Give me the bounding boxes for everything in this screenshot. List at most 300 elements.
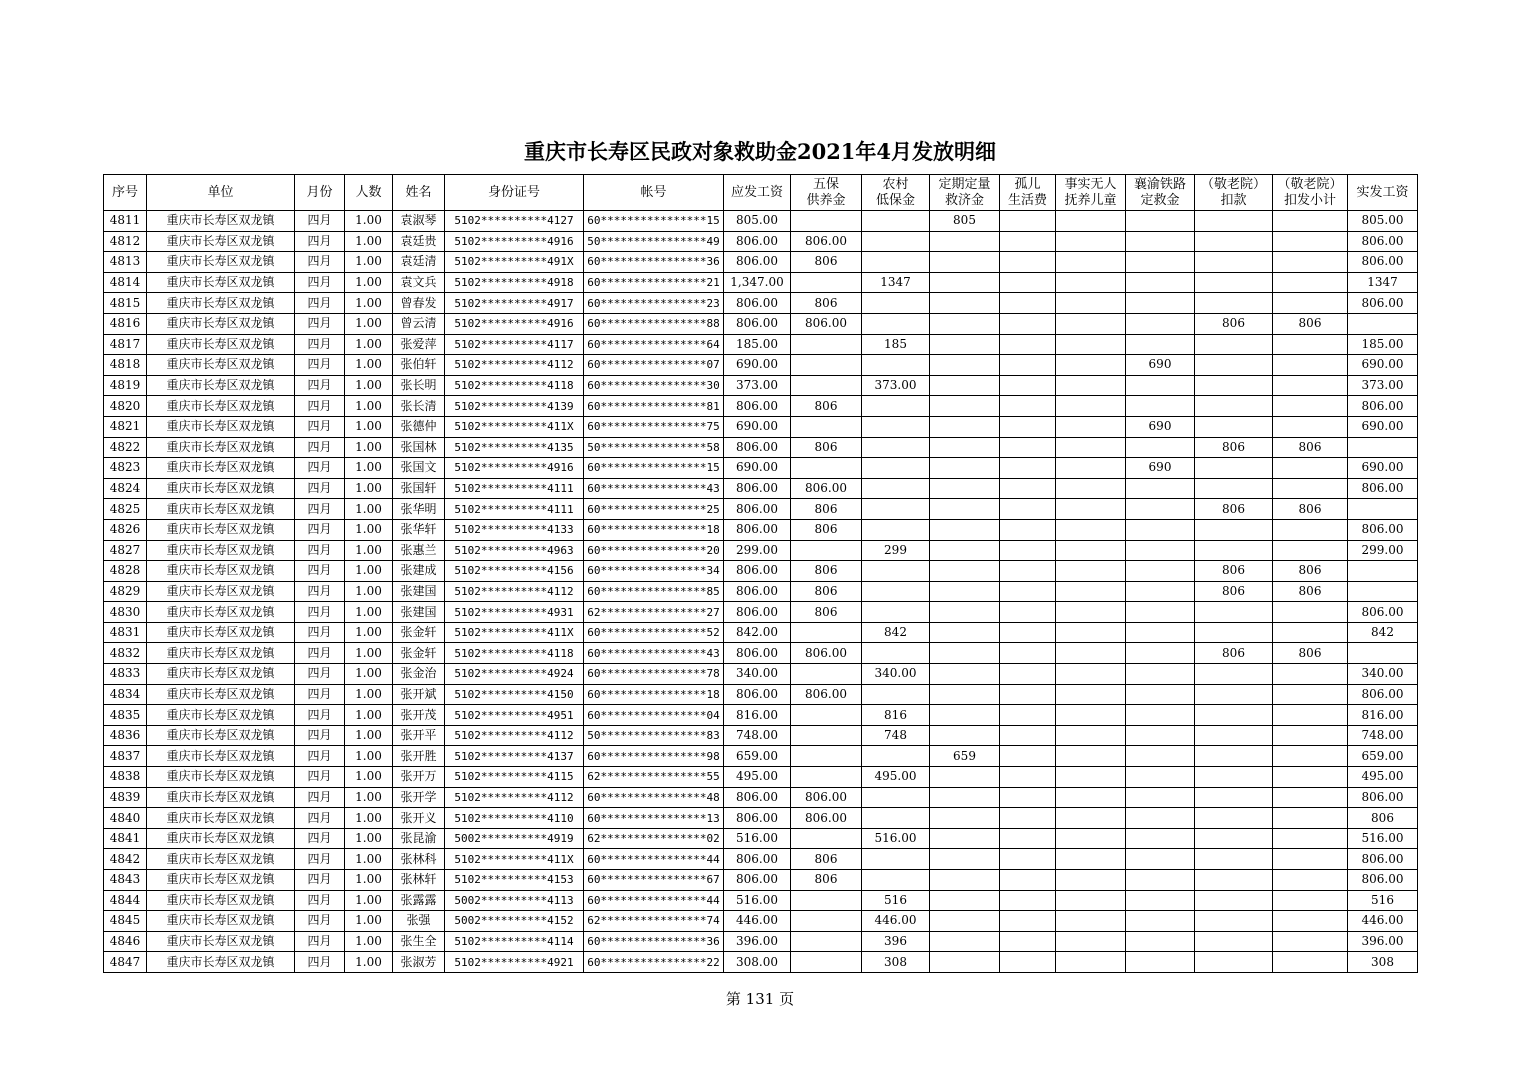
cell-count: 1.00 (345, 849, 393, 870)
cell-dingqi (930, 725, 1000, 746)
cell-unattended-child (1056, 334, 1126, 355)
table-row (104, 787, 1418, 808)
cell-wubao: 806 (791, 519, 862, 540)
cell-id-number: 5102**********4139 (445, 396, 584, 417)
cell-nursing-subtotal: 806 (1273, 437, 1348, 458)
cell-net-pay: 690.00 (1348, 416, 1418, 437)
cell-serial: 4837 (104, 746, 147, 767)
cell-unit: 重庆市长寿区双龙镇 (147, 849, 295, 870)
table-row (104, 725, 1418, 746)
cell-wubao: 806 (791, 581, 862, 602)
cell-count: 1.00 (345, 602, 393, 623)
cell-payable: 1,347.00 (724, 272, 791, 293)
cell-payable: 690.00 (724, 416, 791, 437)
cell-unit: 重庆市长寿区双龙镇 (147, 355, 295, 376)
cell-dingqi (930, 787, 1000, 808)
page-number: 第 131 页 (725, 990, 795, 1008)
cell-payable: 690.00 (724, 355, 791, 376)
header-dingqi: 定期定量 救济金 (930, 175, 1000, 211)
cell-net-pay (1348, 561, 1418, 582)
cell-dingqi (930, 828, 1000, 849)
cell-wubao (791, 272, 862, 293)
cell-account: 62****************02 (584, 828, 724, 849)
cell-unattended-child (1056, 890, 1126, 911)
cell-id-number: 5002**********4113 (445, 890, 584, 911)
cell-dibao (862, 561, 930, 582)
cell-payable: 185.00 (724, 334, 791, 355)
cell-orphan (1000, 313, 1056, 334)
table-row (104, 705, 1418, 726)
payment-table (103, 174, 1418, 973)
cell-nursing-subtotal (1273, 416, 1348, 437)
cell-id-number: 5102**********4115 (445, 767, 584, 788)
cell-nursing-deduct (1195, 272, 1273, 293)
cell-xiangyu (1126, 849, 1195, 870)
cell-serial: 4812 (104, 231, 147, 252)
cell-id-number: 5102**********4918 (445, 272, 584, 293)
cell-wubao (791, 952, 862, 973)
cell-net-pay: 806.00 (1348, 849, 1418, 870)
cell-name: 张金轩 (393, 643, 445, 664)
cell-unit: 重庆市长寿区双龙镇 (147, 499, 295, 520)
cell-count: 1.00 (345, 561, 393, 582)
cell-orphan (1000, 931, 1056, 952)
cell-unit: 重庆市长寿区双龙镇 (147, 396, 295, 417)
cell-unattended-child (1056, 519, 1126, 540)
cell-unit: 重庆市长寿区双龙镇 (147, 416, 295, 437)
table-row (104, 313, 1418, 334)
cell-serial: 4816 (104, 313, 147, 334)
cell-unattended-child (1056, 725, 1126, 746)
cell-net-pay: 806.00 (1348, 787, 1418, 808)
cell-net-pay: 806.00 (1348, 478, 1418, 499)
cell-unattended-child (1056, 849, 1126, 870)
cell-orphan (1000, 437, 1056, 458)
cell-unattended-child (1056, 211, 1126, 232)
cell-payable: 806.00 (724, 561, 791, 582)
cell-nursing-deduct (1195, 375, 1273, 396)
cell-month: 四月 (295, 458, 345, 479)
cell-net-pay: 690.00 (1348, 458, 1418, 479)
cell-nursing-deduct (1195, 911, 1273, 932)
table-row (104, 499, 1418, 520)
cell-name: 张强 (393, 911, 445, 932)
cell-nursing-subtotal (1273, 519, 1348, 540)
cell-nursing-deduct (1195, 540, 1273, 561)
cell-count: 1.00 (345, 272, 393, 293)
cell-orphan (1000, 211, 1056, 232)
cell-nursing-subtotal (1273, 355, 1348, 376)
cell-nursing-deduct (1195, 519, 1273, 540)
table-row (104, 890, 1418, 911)
cell-account: 60****************22 (584, 952, 724, 973)
cell-orphan (1000, 416, 1056, 437)
cell-orphan (1000, 911, 1056, 932)
table-row (104, 211, 1418, 232)
cell-nursing-deduct (1195, 478, 1273, 499)
cell-dibao: 748 (862, 725, 930, 746)
table-row (104, 767, 1418, 788)
cell-nursing-subtotal (1273, 746, 1348, 767)
cell-dibao: 516 (862, 890, 930, 911)
table-row (104, 519, 1418, 540)
cell-xiangyu (1126, 911, 1195, 932)
cell-dibao: 340.00 (862, 664, 930, 685)
cell-name: 张开义 (393, 808, 445, 829)
cell-xiangyu (1126, 602, 1195, 623)
cell-nursing-subtotal (1273, 705, 1348, 726)
cell-unattended-child (1056, 313, 1126, 334)
cell-payable: 806.00 (724, 231, 791, 252)
table-row (104, 375, 1418, 396)
cell-wubao (791, 355, 862, 376)
cell-payable: 806.00 (724, 581, 791, 602)
cell-dibao: 816 (862, 705, 930, 726)
cell-wubao (791, 890, 862, 911)
cell-nursing-subtotal (1273, 252, 1348, 273)
cell-xiangyu (1126, 252, 1195, 273)
cell-month: 四月 (295, 705, 345, 726)
cell-wubao: 806.00 (791, 643, 862, 664)
cell-nursing-subtotal (1273, 664, 1348, 685)
cell-count: 1.00 (345, 231, 393, 252)
cell-id-number: 5102**********4924 (445, 664, 584, 685)
cell-account: 60****************78 (584, 664, 724, 685)
cell-serial: 4815 (104, 293, 147, 314)
cell-name: 张生全 (393, 931, 445, 952)
cell-serial: 4847 (104, 952, 147, 973)
cell-nursing-subtotal (1273, 828, 1348, 849)
cell-id-number: 5102**********4111 (445, 499, 584, 520)
cell-orphan (1000, 622, 1056, 643)
cell-xiangyu (1126, 684, 1195, 705)
header-orphan: 孤儿 生活费 (1000, 175, 1056, 211)
cell-account: 60****************18 (584, 519, 724, 540)
cell-month: 四月 (295, 725, 345, 746)
cell-month: 四月 (295, 664, 345, 685)
cell-count: 1.00 (345, 313, 393, 334)
cell-name: 张开平 (393, 725, 445, 746)
cell-nursing-deduct: 806 (1195, 643, 1273, 664)
cell-count: 1.00 (345, 478, 393, 499)
cell-xiangyu (1126, 293, 1195, 314)
cell-dingqi (930, 499, 1000, 520)
cell-nursing-subtotal (1273, 849, 1348, 870)
cell-name: 张淑芳 (393, 952, 445, 973)
cell-wubao: 806 (791, 870, 862, 891)
cell-account: 60****************75 (584, 416, 724, 437)
cell-orphan (1000, 767, 1056, 788)
cell-serial: 4824 (104, 478, 147, 499)
cell-net-pay: 659.00 (1348, 746, 1418, 767)
header-count: 人数 (345, 175, 393, 211)
cell-nursing-deduct (1195, 849, 1273, 870)
cell-nursing-subtotal (1273, 458, 1348, 479)
cell-unattended-child (1056, 705, 1126, 726)
cell-xiangyu: 690 (1126, 458, 1195, 479)
cell-orphan (1000, 746, 1056, 767)
cell-net-pay: 805.00 (1348, 211, 1418, 232)
cell-name: 张林轩 (393, 870, 445, 891)
cell-net-pay: 806.00 (1348, 519, 1418, 540)
cell-xiangyu (1126, 581, 1195, 602)
cell-unattended-child (1056, 272, 1126, 293)
cell-dibao (862, 581, 930, 602)
cell-payable: 805.00 (724, 211, 791, 232)
cell-name: 张开万 (393, 767, 445, 788)
cell-dibao (862, 499, 930, 520)
cell-net-pay: 516.00 (1348, 828, 1418, 849)
table-row (104, 952, 1418, 973)
cell-nursing-deduct (1195, 746, 1273, 767)
cell-unit: 重庆市长寿区双龙镇 (147, 602, 295, 623)
cell-serial: 4823 (104, 458, 147, 479)
cell-dingqi (930, 375, 1000, 396)
cell-nursing-subtotal: 806 (1273, 561, 1348, 582)
cell-account: 60****************52 (584, 622, 724, 643)
cell-net-pay: 806 (1348, 808, 1418, 829)
header-id-number: 身份证号 (445, 175, 584, 211)
cell-orphan (1000, 252, 1056, 273)
cell-payable: 373.00 (724, 375, 791, 396)
cell-dingqi (930, 581, 1000, 602)
cell-unattended-child (1056, 416, 1126, 437)
cell-nursing-subtotal (1273, 602, 1348, 623)
cell-serial: 4843 (104, 870, 147, 891)
cell-dingqi (930, 519, 1000, 540)
cell-wubao: 806 (791, 437, 862, 458)
cell-name: 袁廷贵 (393, 231, 445, 252)
cell-month: 四月 (295, 252, 345, 273)
cell-payable: 806.00 (724, 499, 791, 520)
cell-id-number: 5102**********4931 (445, 602, 584, 623)
cell-orphan (1000, 684, 1056, 705)
cell-dibao (862, 519, 930, 540)
cell-payable: 806.00 (724, 293, 791, 314)
cell-unattended-child (1056, 252, 1126, 273)
cell-serial: 4822 (104, 437, 147, 458)
cell-dingqi (930, 355, 1000, 376)
cell-dingqi (930, 561, 1000, 582)
cell-unattended-child (1056, 664, 1126, 685)
header-name: 姓名 (393, 175, 445, 211)
cell-unit: 重庆市长寿区双龙镇 (147, 664, 295, 685)
cell-count: 1.00 (345, 684, 393, 705)
cell-xiangyu (1126, 396, 1195, 417)
cell-xiangyu (1126, 499, 1195, 520)
cell-payable: 806.00 (724, 396, 791, 417)
cell-unit: 重庆市长寿区双龙镇 (147, 272, 295, 293)
cell-id-number: 5102**********4137 (445, 746, 584, 767)
cell-nursing-deduct: 806 (1195, 499, 1273, 520)
cell-month: 四月 (295, 890, 345, 911)
cell-net-pay: 690.00 (1348, 355, 1418, 376)
cell-unattended-child (1056, 396, 1126, 417)
cell-serial: 4821 (104, 416, 147, 437)
cell-count: 1.00 (345, 252, 393, 273)
cell-payable: 308.00 (724, 952, 791, 973)
cell-id-number: 5102**********4118 (445, 643, 584, 664)
cell-orphan (1000, 231, 1056, 252)
cell-name: 袁淑琴 (393, 211, 445, 232)
cell-month: 四月 (295, 931, 345, 952)
table-row (104, 602, 1418, 623)
cell-dingqi (930, 272, 1000, 293)
cell-unattended-child (1056, 828, 1126, 849)
cell-net-pay: 806.00 (1348, 252, 1418, 273)
header-net-pay: 实发工资 (1348, 175, 1418, 211)
cell-name: 袁廷清 (393, 252, 445, 273)
header-account: 帐号 (584, 175, 724, 211)
cell-month: 四月 (295, 375, 345, 396)
cell-payable: 806.00 (724, 437, 791, 458)
cell-unattended-child (1056, 581, 1126, 602)
cell-unit: 重庆市长寿区双龙镇 (147, 211, 295, 232)
cell-dibao (862, 684, 930, 705)
cell-id-number: 5102**********4135 (445, 437, 584, 458)
cell-name: 张伯轩 (393, 355, 445, 376)
cell-nursing-deduct: 806 (1195, 581, 1273, 602)
cell-month: 四月 (295, 622, 345, 643)
cell-month: 四月 (295, 396, 345, 417)
cell-serial: 4813 (104, 252, 147, 273)
cell-account: 60****************44 (584, 890, 724, 911)
cell-serial: 4839 (104, 787, 147, 808)
cell-orphan (1000, 602, 1056, 623)
table-row (104, 561, 1418, 582)
cell-unit: 重庆市长寿区双龙镇 (147, 911, 295, 932)
cell-count: 1.00 (345, 890, 393, 911)
cell-dingqi (930, 396, 1000, 417)
cell-nursing-deduct: 806 (1195, 313, 1273, 334)
cell-unattended-child (1056, 231, 1126, 252)
cell-nursing-deduct (1195, 952, 1273, 973)
table-row (104, 870, 1418, 891)
cell-count: 1.00 (345, 396, 393, 417)
cell-account: 50****************49 (584, 231, 724, 252)
cell-nursing-subtotal (1273, 396, 1348, 417)
cell-name: 张爱萍 (393, 334, 445, 355)
cell-dingqi (930, 849, 1000, 870)
cell-serial: 4826 (104, 519, 147, 540)
cell-dibao: 1347 (862, 272, 930, 293)
page-title: 重庆市长寿区民政对象救助金2021年4月发放明细 (523, 139, 997, 164)
cell-dibao: 495.00 (862, 767, 930, 788)
cell-nursing-subtotal (1273, 808, 1348, 829)
cell-serial: 4840 (104, 808, 147, 829)
cell-dibao: 373.00 (862, 375, 930, 396)
cell-count: 1.00 (345, 293, 393, 314)
cell-count: 1.00 (345, 931, 393, 952)
cell-nursing-subtotal (1273, 911, 1348, 932)
cell-unit: 重庆市长寿区双龙镇 (147, 293, 295, 314)
cell-xiangyu (1126, 313, 1195, 334)
cell-unattended-child (1056, 911, 1126, 932)
cell-net-pay: 516 (1348, 890, 1418, 911)
cell-net-pay: 806.00 (1348, 293, 1418, 314)
cell-wubao (791, 725, 862, 746)
cell-serial: 4817 (104, 334, 147, 355)
cell-wubao: 806 (791, 293, 862, 314)
cell-wubao: 806.00 (791, 231, 862, 252)
cell-xiangyu (1126, 787, 1195, 808)
cell-name: 张长明 (393, 375, 445, 396)
cell-name: 张金轩 (393, 622, 445, 643)
cell-nursing-subtotal (1273, 293, 1348, 314)
cell-net-pay (1348, 313, 1418, 334)
cell-serial: 4845 (104, 911, 147, 932)
cell-dibao (862, 252, 930, 273)
cell-account: 60****************25 (584, 499, 724, 520)
header-unattended-child: 事实无人 抚养儿童 (1056, 175, 1126, 211)
cell-payable: 516.00 (724, 828, 791, 849)
cell-nursing-deduct (1195, 705, 1273, 726)
table-row (104, 272, 1418, 293)
cell-name: 张国林 (393, 437, 445, 458)
cell-net-pay: 806.00 (1348, 602, 1418, 623)
cell-serial: 4842 (104, 849, 147, 870)
cell-dibao (862, 313, 930, 334)
cell-dingqi (930, 684, 1000, 705)
cell-id-number: 5102**********4112 (445, 725, 584, 746)
cell-xiangyu (1126, 437, 1195, 458)
cell-dibao: 396 (862, 931, 930, 952)
cell-account: 60****************21 (584, 272, 724, 293)
cell-unattended-child (1056, 643, 1126, 664)
cell-net-pay: 806.00 (1348, 684, 1418, 705)
cell-id-number: 5002**********4152 (445, 911, 584, 932)
cell-nursing-deduct (1195, 787, 1273, 808)
cell-nursing-subtotal: 806 (1273, 499, 1348, 520)
cell-nursing-deduct (1195, 252, 1273, 273)
cell-count: 1.00 (345, 870, 393, 891)
cell-count: 1.00 (345, 499, 393, 520)
cell-unit: 重庆市长寿区双龙镇 (147, 870, 295, 891)
cell-month: 四月 (295, 767, 345, 788)
cell-id-number: 5102**********4112 (445, 355, 584, 376)
cell-payable: 806.00 (724, 252, 791, 273)
cell-month: 四月 (295, 808, 345, 829)
table-row (104, 293, 1418, 314)
cell-nursing-deduct (1195, 622, 1273, 643)
cell-month: 四月 (295, 828, 345, 849)
cell-orphan (1000, 890, 1056, 911)
cell-xiangyu (1126, 890, 1195, 911)
header-dibao: 农村 低保金 (862, 175, 930, 211)
cell-name: 张建国 (393, 581, 445, 602)
cell-orphan (1000, 355, 1056, 376)
cell-unit: 重庆市长寿区双龙镇 (147, 952, 295, 973)
cell-wubao (791, 828, 862, 849)
cell-count: 1.00 (345, 911, 393, 932)
cell-account: 60****************20 (584, 540, 724, 561)
cell-xiangyu (1126, 375, 1195, 396)
cell-unit: 重庆市长寿区双龙镇 (147, 334, 295, 355)
cell-serial: 4820 (104, 396, 147, 417)
cell-orphan (1000, 725, 1056, 746)
cell-id-number: 5102**********4921 (445, 952, 584, 973)
cell-dibao (862, 293, 930, 314)
cell-account: 60****************23 (584, 293, 724, 314)
cell-id-number: 5102**********4917 (445, 293, 584, 314)
cell-account: 60****************43 (584, 643, 724, 664)
table-row (104, 684, 1418, 705)
cell-orphan (1000, 849, 1056, 870)
cell-xiangyu (1126, 519, 1195, 540)
cell-wubao (791, 767, 862, 788)
cell-count: 1.00 (345, 828, 393, 849)
cell-nursing-subtotal (1273, 272, 1348, 293)
